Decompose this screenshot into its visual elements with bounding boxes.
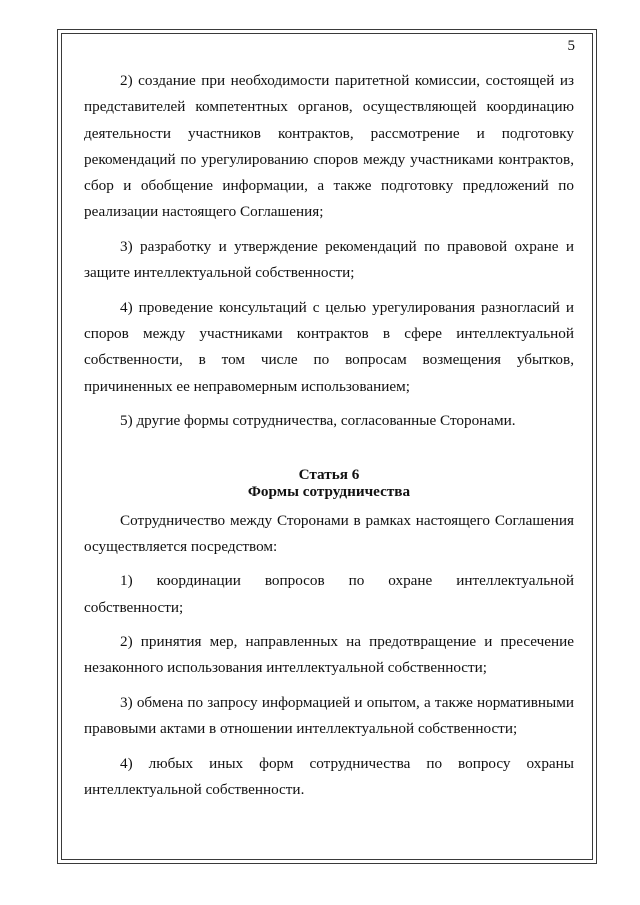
article-intro: Сотрудничество между Сторонами в рамках настоящего Соглашения осуществляется посредством: [84,511,574,555]
paragraph-item-3: 3) разработку и утверждение рекомендаций по правовой охране и защите интеллектуальной собственности; [84,237,574,282]
article-title: Формы сотрудничества [247,482,411,500]
section-spacer [84,443,574,466]
paragraph-item-4: 4) проведение консультаций с целью урегулирования разногласий и споров между участниками контрактов в сфере интеллектуальной собственности, в том числе по вопросам возмещения убытков, причиненных ее неправомерным использованием; [84,298,574,395]
cooperation-form-1: 1) координации вопросов по охране интеллектуальной собственности; [84,572,574,616]
cooperation-form-4: 4) любых иных форм сотрудничества по вопросу охраны интеллектуальной собственности. [84,754,574,799]
cooperation-form-2: 2) принятия мер, направленных на предотвращение и пресечение незаконного использования интеллектуальной собственности; [84,633,574,677]
article-heading [84,466,574,500]
paragraph-item-2: 2) создание при необходимости паритетной комиссии, состоящей из представителей компетентных органов, осуществляющей координацию деятельности участников контрактов, рассмотрение и подготовку рекомендаций по урегулированию споров между участниками контрактов, сбор и обобщение информации, а также подготовку предложений по реализации настоящего Соглашения; [84,72,574,221]
paragraph-item-5: 5) другие формы сотрудничества, согласованные Сторонами. [120,412,516,430]
document-body [84,68,574,812]
cooperation-form-3: 3) обмена по запросу информацией и опытом, а также нормативными правовыми актами в отношении интеллектуальной собственности; [84,693,574,738]
article-number: Статья 6 [298,465,360,483]
page-number: 5 [567,38,575,54]
